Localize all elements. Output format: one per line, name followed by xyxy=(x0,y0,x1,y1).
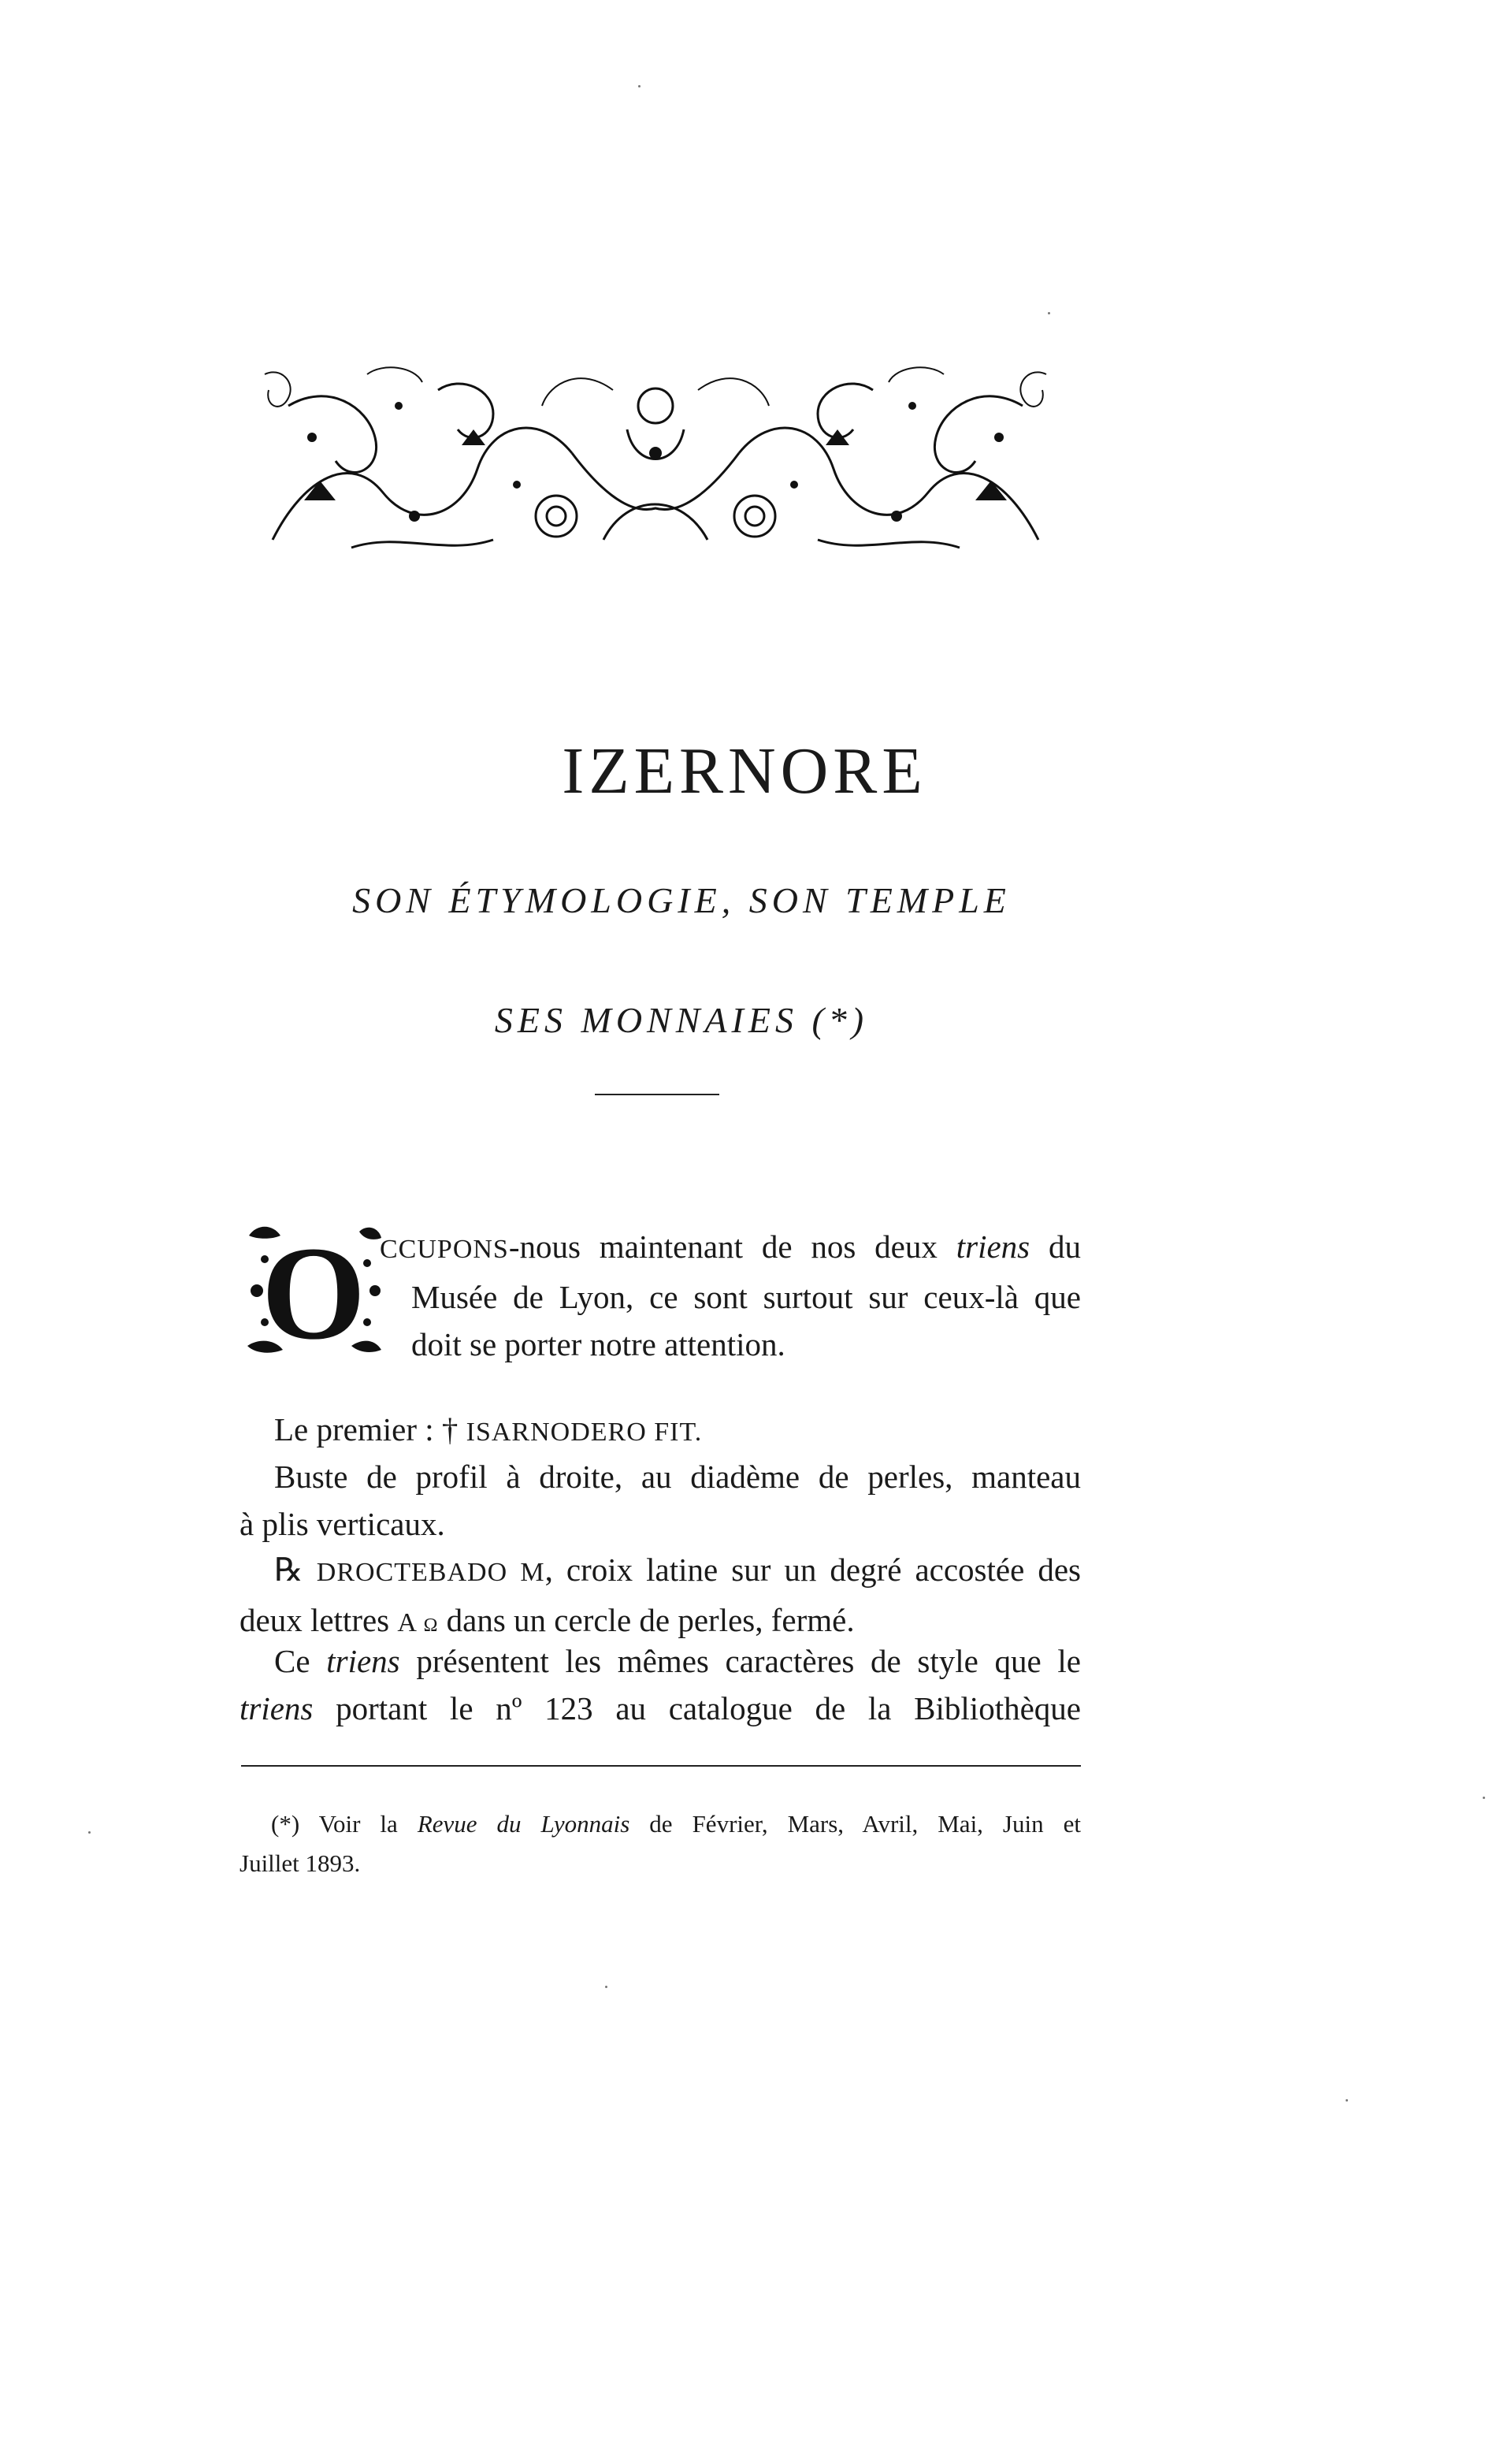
text-span: Ce xyxy=(274,1643,327,1679)
italic-word: triens xyxy=(240,1690,314,1726)
paragraph-5-line-2 xyxy=(240,1685,1081,1732)
paragraph-1 xyxy=(380,1223,1081,1368)
paragraph-5 xyxy=(240,1637,1081,1732)
text-span: -nous maintenant de nos deux xyxy=(508,1228,956,1265)
text-span: , croix latine sur un degré accostée des xyxy=(544,1552,1081,1588)
footnote xyxy=(240,1804,1081,1883)
text-span: (*) Voir la xyxy=(271,1810,418,1838)
scan-speck xyxy=(88,1831,91,1834)
paragraph-3-line-2: à plis verticaux. xyxy=(240,1506,445,1542)
text-span: dans un cercle de perles, fermé. xyxy=(438,1602,855,1638)
paragraph-4 xyxy=(240,1546,1081,1647)
coin-legend: DROCTEBADO M xyxy=(316,1558,545,1587)
scan-speck xyxy=(1346,2099,1348,2102)
paragraph-3-line-1: Buste de profil à droite, au diadème de perles, manteau xyxy=(274,1459,1081,1495)
paragraph-2-line xyxy=(240,1406,1081,1456)
paragraph-1-line-2: Musée de Lyon, ce sont surtout sur ceux-là que xyxy=(411,1279,1081,1315)
text-span: de Février, Mars, Avril, Mai, Juin et xyxy=(629,1810,1081,1838)
title-rule xyxy=(595,1094,719,1095)
page-title: IZERNORE xyxy=(562,734,927,808)
dropcap-letter: O xyxy=(261,1220,366,1358)
subtitle-line-2: SES MONNAIES (*) xyxy=(494,1000,869,1040)
scan-speck xyxy=(1048,312,1050,314)
text-span: du xyxy=(1030,1228,1081,1265)
text-span: deux lettres xyxy=(240,1602,398,1638)
small-caps-word: CCUPONS xyxy=(380,1235,509,1264)
footnote-line-1 xyxy=(240,1804,1081,1844)
text-span: Le premier : † xyxy=(274,1411,466,1448)
coin-letters: A ω xyxy=(397,1608,439,1637)
footnote-rule xyxy=(241,1765,1081,1767)
footnote-line-2: Juillet 1893. xyxy=(240,1849,361,1877)
paragraph-1-line-3: doit se porter notre attention. xyxy=(411,1326,785,1362)
paragraph-4-line-1 xyxy=(240,1546,1081,1596)
text-span: portant le nº 123 au catalogue de la Bibliothèque xyxy=(313,1690,1081,1726)
text-span: présentent les mêmes caractères de style que le xyxy=(399,1643,1082,1679)
italic-word: triens xyxy=(326,1643,400,1679)
paragraph-3 xyxy=(240,1453,1081,1548)
subtitle-line-1: SON ÉTYMOLOGIE, SON TEMPLE xyxy=(352,880,1011,920)
reverse-symbol: ℞ xyxy=(274,1552,317,1588)
ornamental-dropcap xyxy=(241,1220,386,1358)
paragraph-5-line-1 xyxy=(240,1637,1081,1685)
scan-speck xyxy=(1483,1797,1485,1799)
scan-speck xyxy=(605,1986,607,1988)
journal-title: Revue du Lyonnais xyxy=(417,1810,630,1838)
scan-speck xyxy=(638,85,641,87)
italic-word: triens xyxy=(956,1228,1030,1265)
paragraph-2 xyxy=(240,1406,1081,1456)
ornamental-headpiece xyxy=(257,359,1054,563)
coin-legend: ISARNODERO FIT. xyxy=(466,1418,703,1447)
paragraph-1-line-1 xyxy=(380,1223,1081,1273)
